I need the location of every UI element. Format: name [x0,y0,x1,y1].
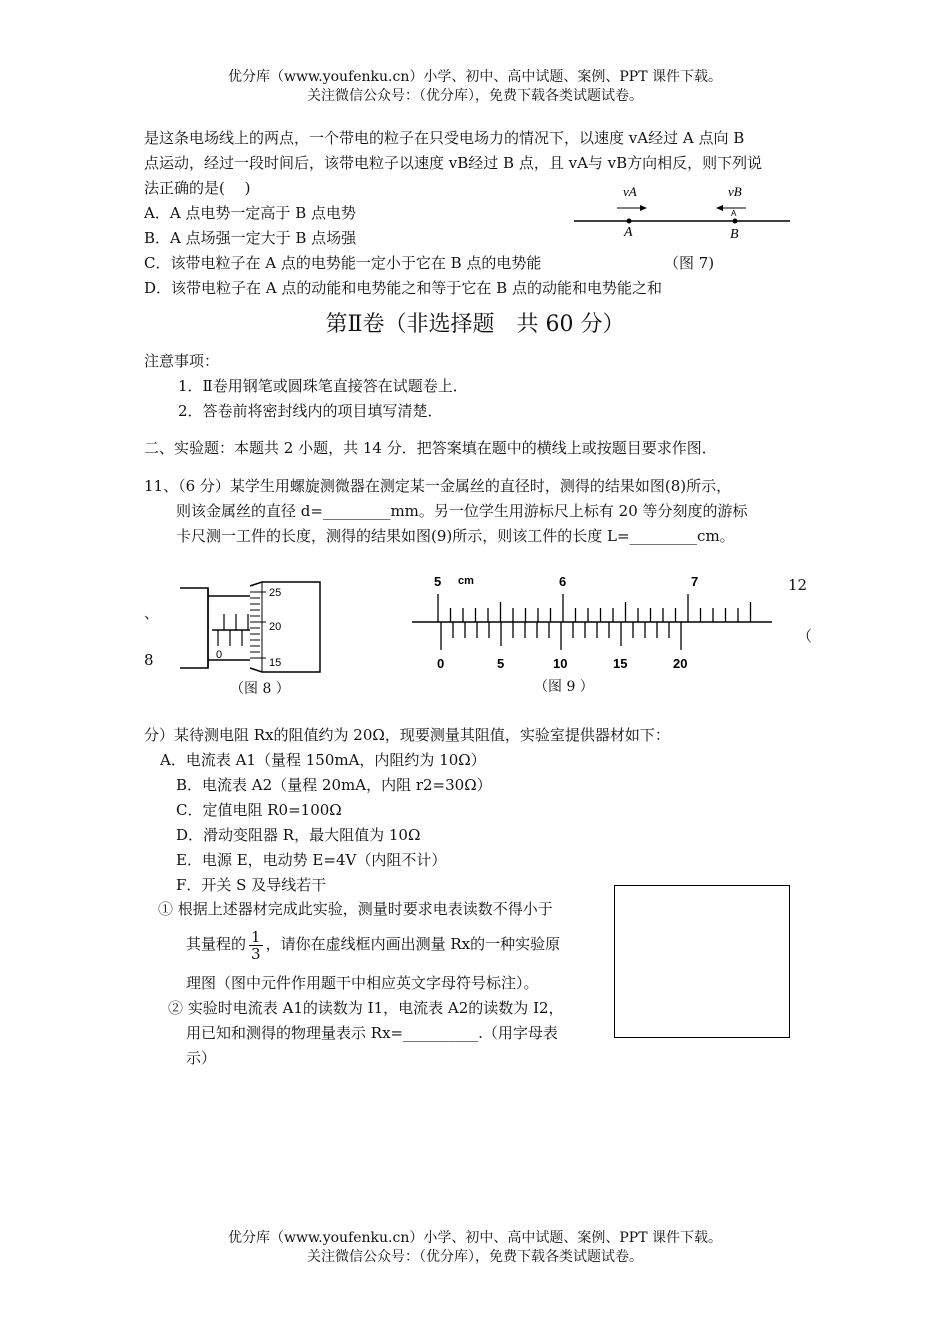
q10-option-a: A．A 点电势一定高于 B 点电势 [144,204,356,222]
q12-item-a: A．电流表 A1（量程 150mA，内阻约为 10Ω） [160,751,486,769]
fraction-one-third [249,929,263,962]
q11-line-1: 11、（6 分）某学生用螺旋测微器在测定某一金属丝的直径时，测得的结果如图(8)所示， [144,477,732,495]
figure-9-vernier-label-15: 15 [613,656,628,671]
figure-8-label-25: 25 [269,587,282,599]
figure-8-caption: （图 8 ） [230,681,290,697]
q12-part1-text-a: 其量程的 [186,935,247,953]
q12-part1-line-3: 理图（图中元件作用题干中相应英文字母符号标注）。 [186,974,539,992]
q12-item-b: B．电流表 A2（量程 20mA，内阻 r2=30Ω） [176,776,492,794]
q12-item-f: F．开关 S 及导线若干 [176,876,327,894]
q12-item-c: C．定值电阻 R0=100Ω [176,801,342,819]
section-heading: 二、实验题：本题共 2 小题，共 14 分．把答案填在题中的横线上或按题目要求作图． [144,439,717,457]
figure-7-va-label: vA [623,184,637,199]
figure-7-field-line [570,178,795,243]
figure-9-vernier-caliper [408,570,778,675]
q10-line-2: 点运动，经过一段时间后，该带电粒子以速度 vB经过 B 点，且 vA与 vB方向相反，则下列说 [144,154,763,172]
q12-part1-line-2 [186,927,560,962]
q10-option-b: B．A 点场强一定大于 B 点场强 [144,229,357,247]
figure-8-micrometer [170,578,330,678]
part-2-title: 第Ⅱ卷（非选择题 共 60 分） [325,312,625,337]
q10-option-c: C．该带电粒子在 A 点的电势能一定小于它在 B 点的电势能 [144,254,542,272]
figure-9-vernier-label-20: 20 [673,656,688,671]
figure-9-unit-cm: cm [458,575,474,587]
left-margin-number: 8 [144,651,154,669]
figure-7-point-a: A [624,225,633,240]
q10-option-d: D．该带电粒子在 A 点的动能和电势能之和等于它在 B 点的动能和电势能之和 [144,279,662,297]
figure-8-label-0: 0 [216,649,223,661]
q12-intro: 分）某待测电阻 Rx的阻值约为 20Ω，现要测量其阻值，实验室提供器材如下： [144,726,670,744]
figure-9-caption: （图 9 ） [534,679,594,695]
footer-line-2: 关注微信公众号：（优分库），免费下载各类试题试卷。 [307,1249,643,1265]
figure-9-main-label-6: 6 [559,574,567,589]
q12-item-d: D．滑动变阻器 R，最大阻值为 10Ω [176,826,421,844]
left-margin-mark: 、 [144,604,160,622]
q12-part2-line-3: 示） [186,1049,217,1067]
q12-part2-line-1: ② 实验时电流表 A1的读数为 I1，电流表 A2的读数为 I2， [168,999,564,1017]
figure-9-vernier-label-10: 10 [553,656,568,671]
q10-line-3: 法正确的是( ) [144,179,251,197]
figure-8-label-20: 20 [269,621,282,633]
q12-part1-text-b: ，请你在虚线框内画出测量 Rx的一种实验原 [265,935,561,953]
notice-1: 1．Ⅱ卷用钢笔或圆珠笔直接答在试题卷上． [178,377,468,395]
notice-2: 2．答卷前将密封线内的项目填写清楚． [178,402,443,420]
notice-title: 注意事项： [144,352,220,370]
header-line-2: 关注微信公众号：（优分库），免费下载各类试题试卷。 [307,88,643,104]
q12-part2-line-2: 用已知和测得的物理量表示 Rx=__________.（用字母表 [186,1024,558,1042]
right-margin-number: 12 [788,576,808,594]
q11-line-2: 则该金属丝的直径 d=_________mm。另一位学生用游标尺上标有 20 等分刻度的游标 [176,502,748,520]
q12-part1-line-1: ① 根据上述器材完成此实验，测量时要求电表读数不得小于 [158,900,553,918]
figure-9-vernier-label-0: 0 [437,656,445,671]
q12-item-e: E．电源 E，电动势 E=4V（内阻不计） [176,851,447,869]
figure-7-small-a: A [731,209,737,218]
header-line-1: 优分库（www.youfenku.cn）小学、初中、高中试题、案例、PPT 课件下载。 [227,69,722,85]
figure-7-point-b: B [730,227,739,242]
figure-8-label-15: 15 [269,657,282,669]
figure-7-vb-label: vB [728,184,742,199]
fraction-denominator: 3 [251,944,261,963]
q10-line-1: 是这条电场线上的两点，一个带电的粒子在只受电场力的情况下，以速度 vA经过 A 点向 B [144,129,745,147]
footer-line-1: 优分库（www.youfenku.cn）小学、初中、高中试题、案例、PPT 课件下载。 [227,1230,722,1246]
figure-7-caption: （图 7) [664,254,715,272]
fraction-numerator: 1 [251,927,261,946]
figure-9-vernier-label-5: 5 [497,656,505,671]
right-margin-paren: （ [797,627,813,645]
figure-9-main-label-5: 5 [434,574,442,589]
q11-line-3: 卡尺测一工件的长度，测得的结果如图(9)所示，则该工件的长度 L=_________cm。 [176,527,735,545]
figure-9-main-label-7: 7 [691,574,699,589]
circuit-drawing-box[interactable] [614,885,790,1038]
